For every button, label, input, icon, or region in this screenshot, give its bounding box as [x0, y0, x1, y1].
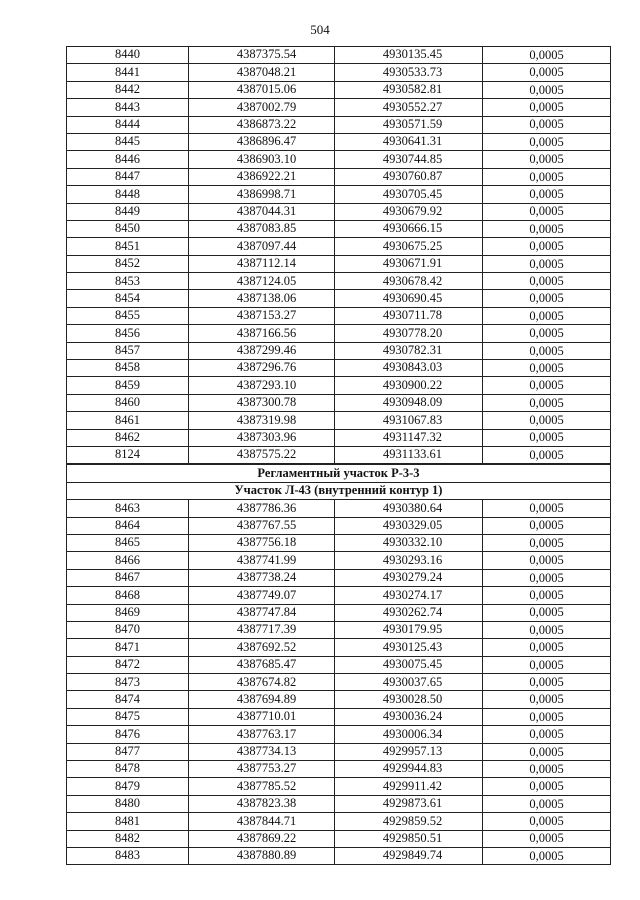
table-row [67, 377, 611, 394]
table-row [67, 151, 611, 168]
point-number-cell: 8476 [67, 726, 189, 743]
table-row [67, 360, 611, 377]
tolerance-cell: 0,0005 [483, 151, 611, 168]
tolerance-cell: 0,0005 [483, 325, 611, 342]
y-coordinate-cell: 4930671.91 [335, 255, 483, 272]
point-number-cell: 8471 [67, 639, 189, 656]
table-row [67, 99, 611, 116]
tolerance-cell: 0,0005 [483, 99, 611, 116]
tolerance-cell: 0,0005 [483, 238, 611, 255]
x-coordinate-cell: 4386998.71 [189, 186, 335, 203]
section-row-plot [67, 482, 611, 499]
point-number-cell: 8461 [67, 412, 189, 429]
x-coordinate-cell: 4387756.18 [189, 534, 335, 551]
table-row [67, 604, 611, 621]
y-coordinate-cell: 4930329.05 [335, 517, 483, 534]
tolerance-cell: 0,0005 [483, 847, 611, 864]
y-coordinate-cell: 4929873.61 [335, 795, 483, 812]
tolerance-cell: 0,0005 [483, 81, 611, 98]
tolerance-cell: 0,0005 [483, 168, 611, 185]
tolerance-cell: 0,0005 [483, 517, 611, 534]
point-number-cell: 8445 [67, 133, 189, 150]
table-row [67, 186, 611, 203]
x-coordinate-cell: 4387044.31 [189, 203, 335, 220]
y-coordinate-cell: 4930036.24 [335, 708, 483, 725]
point-number-cell: 8444 [67, 116, 189, 133]
table-row [67, 412, 611, 429]
x-coordinate-cell: 4387319.98 [189, 412, 335, 429]
point-number-cell: 8477 [67, 743, 189, 760]
point-number-cell: 8469 [67, 604, 189, 621]
x-coordinate-cell: 4387674.82 [189, 674, 335, 691]
y-coordinate-cell: 4930705.45 [335, 186, 483, 203]
table-row [67, 325, 611, 342]
point-number-cell: 8451 [67, 238, 189, 255]
y-coordinate-cell: 4929957.13 [335, 743, 483, 760]
point-number-cell: 8474 [67, 691, 189, 708]
x-coordinate-cell: 4387375.54 [189, 47, 335, 64]
tolerance-cell: 0,0005 [483, 116, 611, 133]
x-coordinate-cell: 4386903.10 [189, 151, 335, 168]
x-coordinate-cell: 4387717.39 [189, 621, 335, 638]
x-coordinate-cell: 4387823.38 [189, 795, 335, 812]
section-title-plot: Участок Л-43 (внутренний контур 1) [67, 482, 611, 499]
x-coordinate-cell: 4387293.10 [189, 377, 335, 394]
point-number-cell: 8452 [67, 255, 189, 272]
y-coordinate-cell: 4930571.59 [335, 116, 483, 133]
point-number-cell: 8455 [67, 307, 189, 324]
y-coordinate-cell: 4930262.74 [335, 604, 483, 621]
point-number-cell: 8456 [67, 325, 189, 342]
y-coordinate-cell: 4929911.42 [335, 778, 483, 795]
point-number-cell: 8483 [67, 847, 189, 864]
tolerance-cell: 0,0005 [483, 761, 611, 778]
x-coordinate-cell: 4387710.01 [189, 708, 335, 725]
x-coordinate-cell: 4387694.89 [189, 691, 335, 708]
table-row [67, 116, 611, 133]
x-coordinate-cell: 4387749.07 [189, 587, 335, 604]
table-row [67, 587, 611, 604]
table-row [67, 708, 611, 725]
tolerance-cell: 0,0005 [483, 639, 611, 656]
x-coordinate-cell: 4386873.22 [189, 116, 335, 133]
y-coordinate-cell: 4930552.27 [335, 99, 483, 116]
y-coordinate-cell: 4930179.95 [335, 621, 483, 638]
tolerance-cell: 0,0005 [483, 569, 611, 586]
tolerance-cell: 0,0005 [483, 203, 611, 220]
table-row [67, 500, 611, 517]
point-number-cell: 8453 [67, 273, 189, 290]
tolerance-cell: 0,0005 [483, 412, 611, 429]
table-row [67, 795, 611, 812]
point-number-cell: 8481 [67, 813, 189, 830]
x-coordinate-cell: 4387692.52 [189, 639, 335, 656]
tolerance-cell: 0,0005 [483, 429, 611, 446]
tolerance-cell: 0,0005 [483, 500, 611, 517]
table-row [67, 81, 611, 98]
x-coordinate-cell: 4387300.78 [189, 394, 335, 411]
tolerance-cell: 0,0005 [483, 64, 611, 81]
section-row-region [67, 464, 611, 482]
x-coordinate-cell: 4387844.71 [189, 813, 335, 830]
y-coordinate-cell: 4930760.87 [335, 168, 483, 185]
point-number-cell: 8466 [67, 552, 189, 569]
x-coordinate-cell: 4387166.56 [189, 325, 335, 342]
y-coordinate-cell: 4930711.78 [335, 307, 483, 324]
y-coordinate-cell: 4930125.43 [335, 639, 483, 656]
tolerance-cell: 0,0005 [483, 133, 611, 150]
y-coordinate-cell: 4930675.25 [335, 238, 483, 255]
x-coordinate-cell: 4387685.47 [189, 656, 335, 673]
x-coordinate-cell: 4387738.24 [189, 569, 335, 586]
y-coordinate-cell: 4930037.65 [335, 674, 483, 691]
table-row [67, 238, 611, 255]
x-coordinate-cell: 4387048.21 [189, 64, 335, 81]
table-row [67, 64, 611, 81]
y-coordinate-cell: 4930782.31 [335, 342, 483, 359]
tolerance-cell: 0,0005 [483, 342, 611, 359]
x-coordinate-cell: 4387002.79 [189, 99, 335, 116]
tolerance-cell: 0,0005 [483, 691, 611, 708]
point-number-cell: 8442 [67, 81, 189, 98]
tolerance-cell: 0,0005 [483, 47, 611, 64]
y-coordinate-cell: 4929850.51 [335, 830, 483, 847]
x-coordinate-cell: 4387112.14 [189, 255, 335, 272]
y-coordinate-cell: 4931133.61 [335, 446, 483, 464]
x-coordinate-cell: 4387097.44 [189, 238, 335, 255]
y-coordinate-cell: 4930666.15 [335, 220, 483, 237]
y-coordinate-cell: 4930679.92 [335, 203, 483, 220]
y-coordinate-cell: 4930843.03 [335, 360, 483, 377]
table-row [67, 133, 611, 150]
point-number-cell: 8475 [67, 708, 189, 725]
y-coordinate-cell: 4930380.64 [335, 500, 483, 517]
y-coordinate-cell: 4931147.32 [335, 429, 483, 446]
y-coordinate-cell: 4930900.22 [335, 377, 483, 394]
tolerance-cell: 0,0005 [483, 587, 611, 604]
point-number-cell: 8470 [67, 621, 189, 638]
point-number-cell: 8447 [67, 168, 189, 185]
x-coordinate-cell: 4387299.46 [189, 342, 335, 359]
tolerance-cell: 0,0005 [483, 813, 611, 830]
tolerance-cell: 0,0005 [483, 394, 611, 411]
tolerance-cell: 0,0005 [483, 360, 611, 377]
y-coordinate-cell: 4931067.83 [335, 412, 483, 429]
x-coordinate-cell: 4387763.17 [189, 726, 335, 743]
y-coordinate-cell: 4930279.24 [335, 569, 483, 586]
x-coordinate-cell: 4387747.84 [189, 604, 335, 621]
table-row [67, 778, 611, 795]
x-coordinate-cell: 4386896.47 [189, 133, 335, 150]
point-number-cell: 8440 [67, 47, 189, 64]
y-coordinate-cell: 4930006.34 [335, 726, 483, 743]
tolerance-cell: 0,0005 [483, 795, 611, 812]
y-coordinate-cell: 4929944.83 [335, 761, 483, 778]
table-row [67, 446, 611, 464]
tolerance-cell: 0,0005 [483, 726, 611, 743]
x-coordinate-cell: 4387785.52 [189, 778, 335, 795]
y-coordinate-cell: 4929849.74 [335, 847, 483, 864]
table-section-headers [67, 464, 611, 499]
y-coordinate-cell: 4930332.10 [335, 534, 483, 551]
point-number-cell: 8124 [67, 446, 189, 464]
point-number-cell: 8443 [67, 99, 189, 116]
y-coordinate-cell: 4930293.16 [335, 552, 483, 569]
table-row [67, 203, 611, 220]
x-coordinate-cell: 4387753.27 [189, 761, 335, 778]
tolerance-cell: 0,0005 [483, 674, 611, 691]
x-coordinate-cell: 4387575.22 [189, 446, 335, 464]
tolerance-cell: 0,0005 [483, 656, 611, 673]
table-row [67, 168, 611, 185]
tolerance-cell: 0,0005 [483, 743, 611, 760]
tolerance-cell: 0,0005 [483, 186, 611, 203]
point-number-cell: 8463 [67, 500, 189, 517]
point-number-cell: 8450 [67, 220, 189, 237]
x-coordinate-cell: 4387303.96 [189, 429, 335, 446]
table-row [67, 307, 611, 324]
y-coordinate-cell: 4930641.31 [335, 133, 483, 150]
table-row [67, 552, 611, 569]
table-row [67, 342, 611, 359]
point-number-cell: 8457 [67, 342, 189, 359]
table-row [67, 569, 611, 586]
table-row [67, 656, 611, 673]
table-row [67, 691, 611, 708]
point-number-cell: 8459 [67, 377, 189, 394]
table-row [67, 290, 611, 307]
table-row [67, 220, 611, 237]
tolerance-cell: 0,0005 [483, 220, 611, 237]
table-row [67, 47, 611, 64]
point-number-cell: 8479 [67, 778, 189, 795]
point-number-cell: 8465 [67, 534, 189, 551]
y-coordinate-cell: 4930274.17 [335, 587, 483, 604]
point-number-cell: 8462 [67, 429, 189, 446]
table-row [67, 273, 611, 290]
x-coordinate-cell: 4387296.76 [189, 360, 335, 377]
table-row [67, 813, 611, 830]
x-coordinate-cell: 4387124.05 [189, 273, 335, 290]
x-coordinate-cell: 4387138.06 [189, 290, 335, 307]
point-number-cell: 8472 [67, 656, 189, 673]
point-number-cell: 8454 [67, 290, 189, 307]
x-coordinate-cell: 4387734.13 [189, 743, 335, 760]
point-number-cell: 8482 [67, 830, 189, 847]
y-coordinate-cell: 4930690.45 [335, 290, 483, 307]
point-number-cell: 8473 [67, 674, 189, 691]
x-coordinate-cell: 4387015.06 [189, 81, 335, 98]
table-row [67, 429, 611, 446]
point-number-cell: 8464 [67, 517, 189, 534]
y-coordinate-cell: 4930533.73 [335, 64, 483, 81]
point-number-cell: 8441 [67, 64, 189, 81]
table-row [67, 726, 611, 743]
point-number-cell: 8480 [67, 795, 189, 812]
y-coordinate-cell: 4930948.09 [335, 394, 483, 411]
x-coordinate-cell: 4387880.89 [189, 847, 335, 864]
x-coordinate-cell: 4387741.99 [189, 552, 335, 569]
y-coordinate-cell: 4930135.45 [335, 47, 483, 64]
y-coordinate-cell: 4929859.52 [335, 813, 483, 830]
table-row [67, 621, 611, 638]
page-number: 504 [310, 22, 330, 37]
x-coordinate-cell: 4387767.55 [189, 517, 335, 534]
table-row [67, 534, 611, 551]
y-coordinate-cell: 4930778.20 [335, 325, 483, 342]
tolerance-cell: 0,0005 [483, 708, 611, 725]
x-coordinate-cell: 4387869.22 [189, 830, 335, 847]
tolerance-cell: 0,0005 [483, 621, 611, 638]
y-coordinate-cell: 4930582.81 [335, 81, 483, 98]
table-row [67, 674, 611, 691]
point-number-cell: 8460 [67, 394, 189, 411]
tolerance-cell: 0,0005 [483, 446, 611, 464]
tolerance-cell: 0,0005 [483, 604, 611, 621]
x-coordinate-cell: 4387153.27 [189, 307, 335, 324]
coordinates-table [66, 46, 611, 865]
tolerance-cell: 0,0005 [483, 552, 611, 569]
point-number-cell: 8449 [67, 203, 189, 220]
tolerance-cell: 0,0005 [483, 255, 611, 272]
tolerance-cell: 0,0005 [483, 290, 611, 307]
table-body-bottom [67, 500, 611, 865]
table-row [67, 639, 611, 656]
table-row [67, 517, 611, 534]
table-row [67, 761, 611, 778]
point-number-cell: 8458 [67, 360, 189, 377]
point-number-cell: 8468 [67, 587, 189, 604]
point-number-cell: 8448 [67, 186, 189, 203]
table-body-top [67, 47, 611, 465]
tolerance-cell: 0,0005 [483, 778, 611, 795]
table-row [67, 255, 611, 272]
y-coordinate-cell: 4930028.50 [335, 691, 483, 708]
y-coordinate-cell: 4930075.45 [335, 656, 483, 673]
x-coordinate-cell: 4387786.36 [189, 500, 335, 517]
point-number-cell: 8478 [67, 761, 189, 778]
x-coordinate-cell: 4386922.21 [189, 168, 335, 185]
table-row [67, 830, 611, 847]
table-row [67, 394, 611, 411]
x-coordinate-cell: 4387083.85 [189, 220, 335, 237]
tolerance-cell: 0,0005 [483, 830, 611, 847]
tolerance-cell: 0,0005 [483, 273, 611, 290]
table-row [67, 847, 611, 864]
tolerance-cell: 0,0005 [483, 307, 611, 324]
point-number-cell: 8446 [67, 151, 189, 168]
section-title-region: Регламентный участок Р-3-3 [67, 464, 611, 482]
y-coordinate-cell: 4930744.85 [335, 151, 483, 168]
point-number-cell: 8467 [67, 569, 189, 586]
y-coordinate-cell: 4930678.42 [335, 273, 483, 290]
table-row [67, 743, 611, 760]
tolerance-cell: 0,0005 [483, 377, 611, 394]
coordinates-table-wrapper [66, 46, 610, 865]
tolerance-cell: 0,0005 [483, 534, 611, 551]
